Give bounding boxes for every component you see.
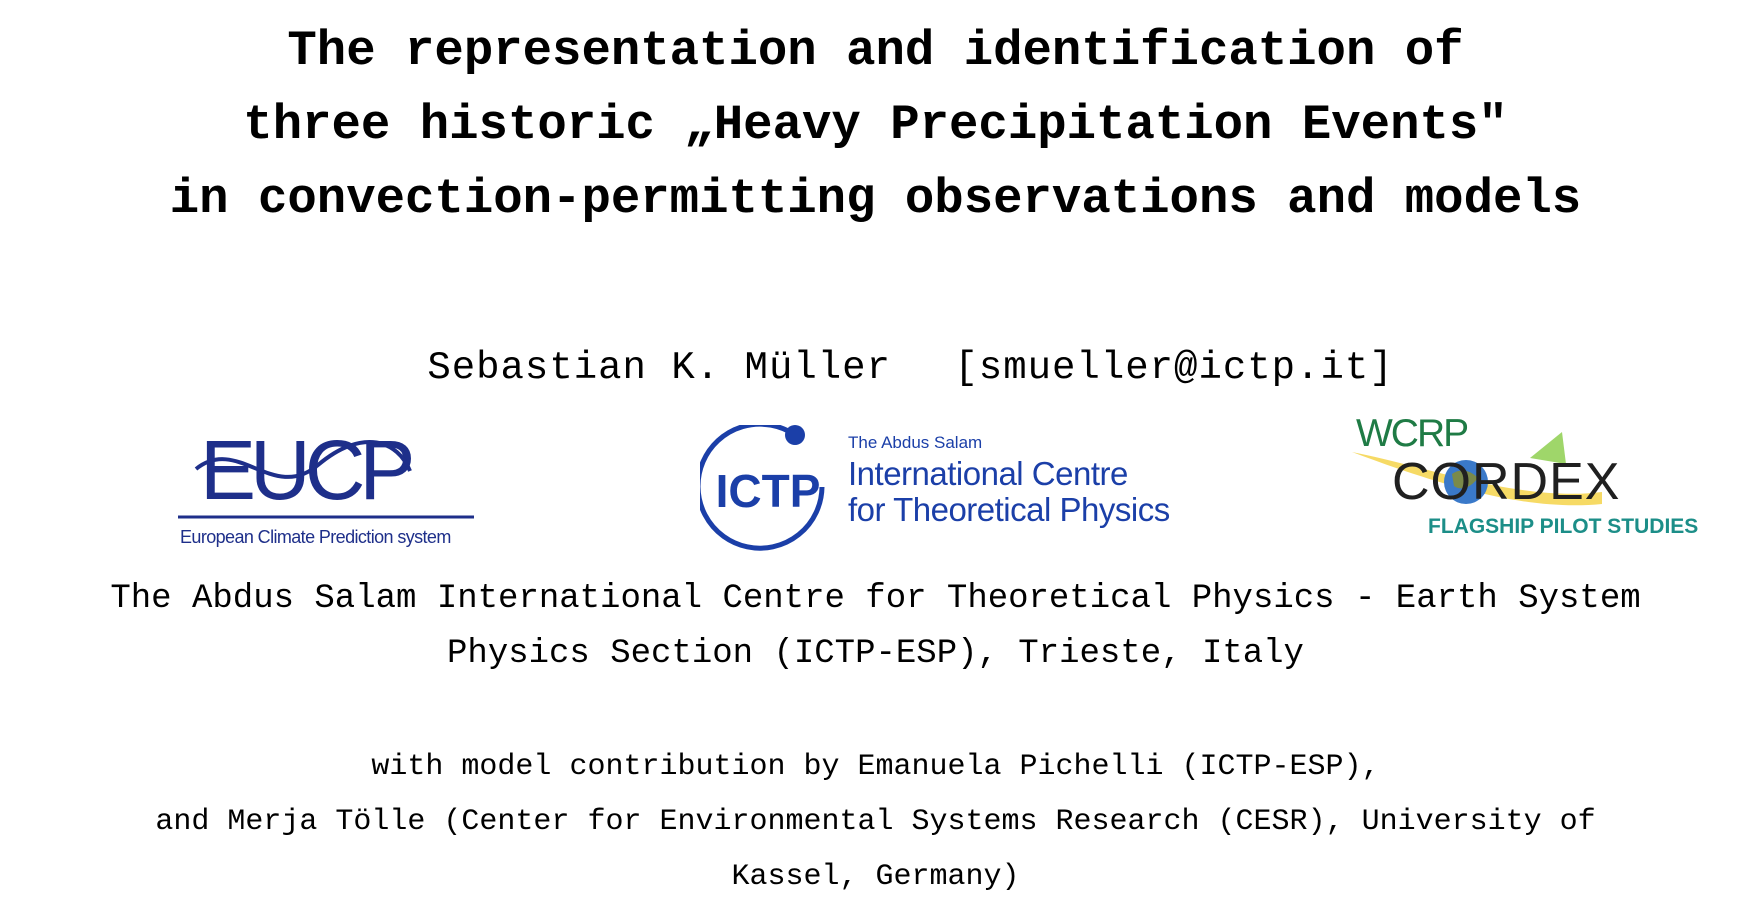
flagship-pilot-studies-text: FLAGSHIP PILOT STUDIES [1428, 515, 1699, 538]
affiliation-line-1: The Abdus Salam International Centre for Theoretical Physics - Earth System [110, 580, 1641, 618]
ictp-logo [700, 425, 1220, 560]
affiliation-line-2: Physics Section (ICTP-ESP), Trieste, Italy [447, 635, 1304, 673]
ictp-line-1: The Abdus Salam [848, 433, 983, 452]
title-line-2: three historic „Heavy Precipitation Events" [243, 97, 1508, 153]
ictp-circle-icon [700, 425, 840, 560]
contribution-line-3: Kassel, Germany) [731, 860, 1020, 894]
cordex-text: CORDEX [1392, 453, 1621, 511]
wcrp-text: WCRP [1356, 412, 1468, 455]
eucp-logo [178, 425, 478, 555]
contribution-line-2: and Merja Tölle (Center for Environmental Systems Research (CESR), University of [155, 805, 1596, 839]
affiliation [0, 572, 1751, 682]
title-line-1: The representation and identification of [287, 23, 1464, 79]
author-name: Sebastian K. Müller [427, 346, 891, 390]
contribution-line-1: with model contribution by Emanuela Pichelli (ICTP-ESP), [371, 750, 1380, 784]
ictp-line-2: International Centre [848, 455, 1128, 492]
ictp-line-3: for Theoretical Physics [848, 491, 1170, 528]
contribution [0, 740, 1751, 905]
eucp-wordmark-icon [178, 425, 478, 525]
paper-title [0, 14, 1751, 236]
eucp-caption: European Climate Prediction system [180, 527, 451, 547]
title-line-3: in convection-permitting observations and models [169, 171, 1582, 227]
ictp-mark-text: ICTP [715, 465, 821, 517]
author-line [0, 346, 1751, 390]
cordex-logo [1352, 412, 1732, 552]
author-email[interactable]: [smueller@ictp.it] [954, 346, 1394, 390]
eucp-mark-text: EUCP [200, 425, 410, 517]
